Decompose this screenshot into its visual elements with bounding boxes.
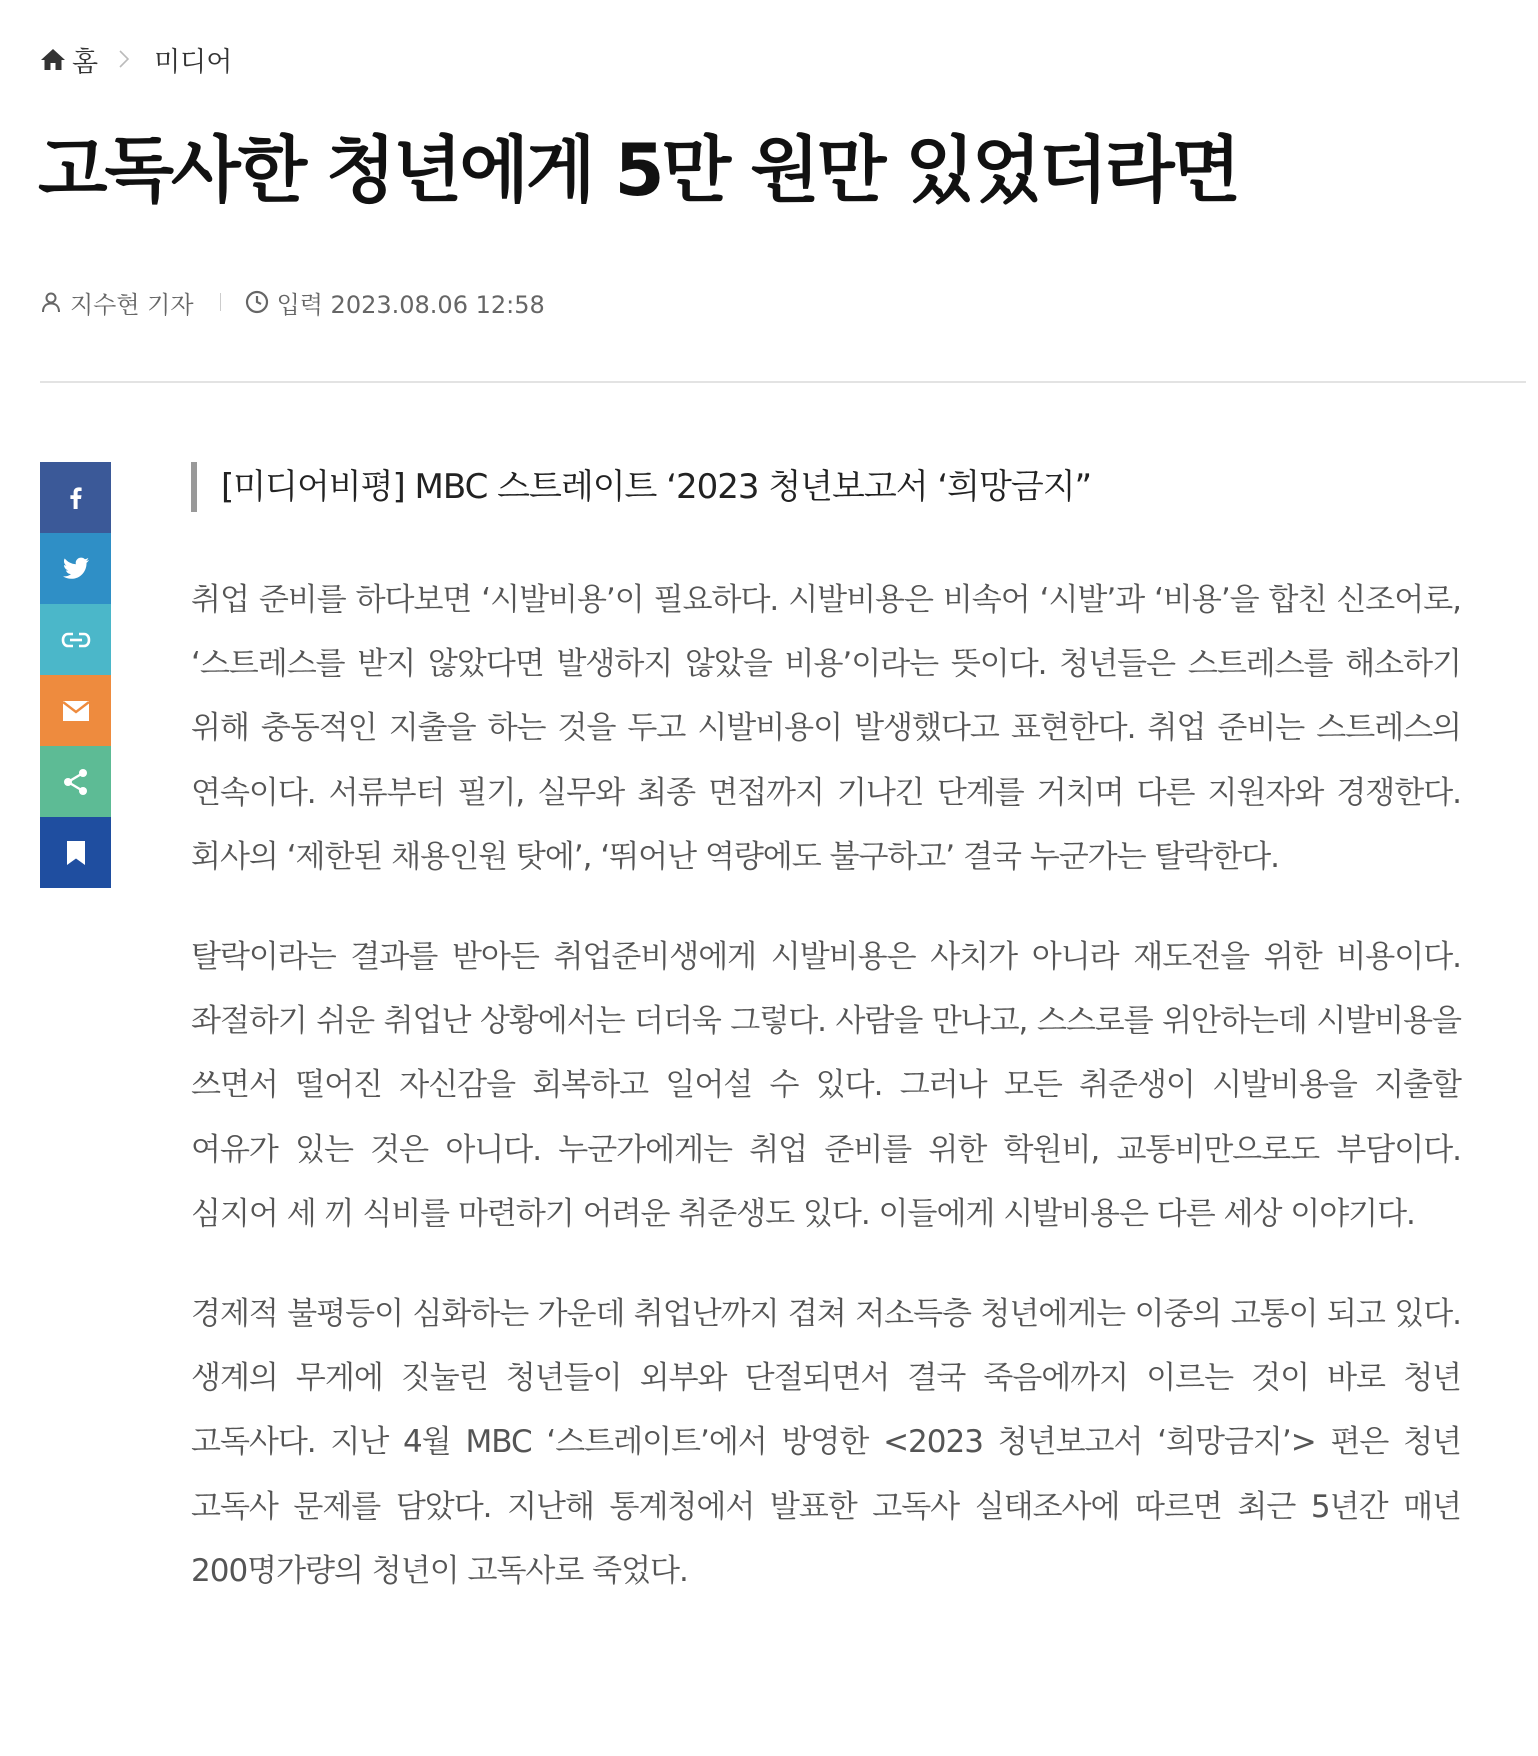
bookmark-button[interactable] xyxy=(40,817,111,888)
home-icon xyxy=(40,47,66,71)
author-info xyxy=(40,285,194,320)
author-name: 지수현 기자 xyxy=(70,290,194,319)
article-paragraph: 취업 준비를 하다보면 ‘시발비용’이 필요하다. 시발비용은 비속어 ‘시발’과 ‘비용’을 합친 신조어로, ‘스트레스를 받지 않았다면 발생하지 않았을 비용’이라는 뜻이다. 청년들은 스트레스를 해소하기 위해 충동적인 지출을 하는 것을 두고 시발비용이 발생했다고 표현한다. 취업 준비는 스트레스의 연속이다. 서류부터 필기, 실무와 최종 면접까지 기나긴 단계를 거치며 다른 지원자와 경쟁한다. 회사의 ‘제한된 채용인원 탓에’, ‘뛰어난 역량에도 불구하고’ 결국 누군가는 탈락한다. xyxy=(191,582,1461,875)
article-subtitle: [미디어비평] MBC 스트레이트 ‘2023 청년보고서 ‘희망금지” xyxy=(191,462,1091,512)
twitter-icon xyxy=(62,557,90,581)
share-icon xyxy=(62,768,90,796)
breadcrumb-home-link[interactable] xyxy=(40,40,98,79)
clock-icon xyxy=(245,290,269,314)
link-icon xyxy=(61,631,91,649)
breadcrumb xyxy=(40,40,232,78)
article-body xyxy=(191,568,1461,1639)
share-button[interactable] xyxy=(40,746,111,817)
bookmark-icon xyxy=(66,840,86,866)
mail-share-button[interactable] xyxy=(40,675,111,746)
article-paragraph: 경제적 불평등이 심화하는 가운데 취업난까지 겹쳐 저소득층 청년에게는 이중의 고통이 되고 있다. 생계의 무게에 짓눌린 청년들이 외부와 단절되면서 결국 죽음에까지 이르는 것이 바로 청년 고독사다. 지난 4월 MBC ‘스트레이트’에서 방영한 <2023 청년보고서 ‘희망금지’> 편은 청년 고독사 문제를 담았다. 지난해 통계청에서 발표한 고독사 실태조사에 따르면 최근 5년간 매년 200명가량의 청년이 고독사로 죽었다. xyxy=(191,1296,1461,1589)
share-bar xyxy=(40,462,111,888)
link-copy-button[interactable] xyxy=(40,604,111,675)
mail-icon xyxy=(62,700,90,722)
twitter-share-button[interactable] xyxy=(40,533,111,604)
article-meta xyxy=(40,284,545,320)
facebook-share-button[interactable] xyxy=(40,462,111,533)
header-divider xyxy=(40,381,1526,383)
meta-divider xyxy=(220,293,221,311)
article-title: 고독사한 청년에게 5만 원만 있었더라면 xyxy=(38,128,1239,212)
facebook-icon xyxy=(63,485,89,511)
chevron-right-icon xyxy=(118,49,130,69)
publish-time: 입력 2023.08.06 12:58 xyxy=(276,290,545,319)
article-paragraph: 탈락이라는 결과를 받아든 취업준비생에게 시발비용은 사치가 아니라 재도전을 위한 비용이다. 좌절하기 쉬운 취업난 상황에서는 더더욱 그렇다. 사람을 만나고, 스스로를 위안하는데 시발비용을 쓰면서 떨어진 자신감을 회복하고 일어설 수 있다. 그러나 모든 취준생이 시발비용을 지출할 여유가 있는 것은 아니다. 누군가에게는 취업 준비를 위한 학원비, 교통비만으로도 부담이다. 심지어 세 끼 식비를 마련하기 어려운 취준생도 있다. 이들에게 시발비용은 다른 세상 이야기다. xyxy=(191,939,1461,1232)
breadcrumb-home-label: 홈 xyxy=(72,46,99,78)
publish-info xyxy=(245,285,545,320)
user-icon xyxy=(40,291,62,313)
breadcrumb-section-link[interactable]: 미디어 xyxy=(154,46,233,78)
